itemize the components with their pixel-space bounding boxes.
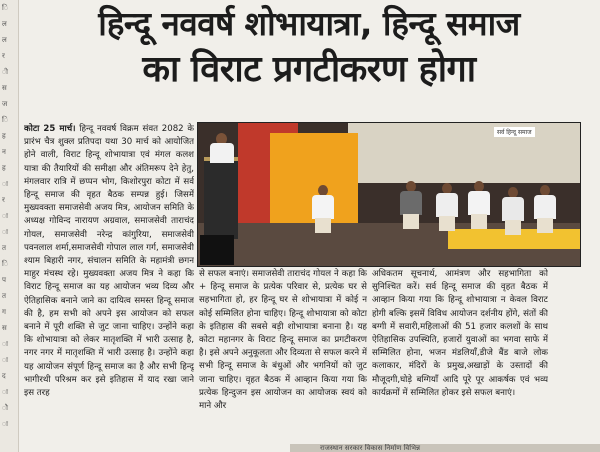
seated-person xyxy=(500,187,526,235)
strip-fragment: ह xyxy=(2,132,6,140)
loudspeaker xyxy=(200,235,234,265)
strip-fragment: ि xyxy=(2,260,8,268)
strip-fragment: ा xyxy=(2,388,8,396)
strip-fragment: ौ xyxy=(2,404,8,412)
adjacent-column-strip xyxy=(0,0,19,452)
article-column-2 xyxy=(199,268,367,449)
strip-fragment: त xyxy=(2,292,6,300)
strip-fragment: ा xyxy=(2,228,8,236)
article-text-col3: अधिकतम सूचनार्थ, आमंत्रण और सहभागिता को सुनिश्चित करें। सर्व हिन्दू समाज की वृहत बैठक में आव्हान किया गया कि हिन्दू शोभायात्रा न केवल विराट होगी बल्कि इसमें विविध आयोजन दर्शनीय होंगे, संतों की बग्गी में सवारी,महिलाओं की 51 हजार कलशों के साथ ऐतिहासिक उपस्थिति, हजारों युवाओं का भगवा साफे में सम्मिलित होना, भजन मंडलियाँ,डीजे बैंड बाजे लोक कलाकार, मंदिरों के प्रमुख,अखाड़ों के उस्तादों की मौजूदगी,घोड़े बग्गियाँ आदि पूरे पूर आकर्षक एवं भव्य कार्यक्रमों में सम्मिलित होकर इसे सफल बनाएं। xyxy=(372,269,548,398)
strip-fragment: र xyxy=(2,196,5,204)
speaker-body xyxy=(210,143,234,163)
seated-person xyxy=(310,185,336,233)
strip-fragment: स xyxy=(2,84,7,92)
banner-caption: सर्व हिन्दू समाज xyxy=(494,127,535,137)
strip-fragment: ा xyxy=(2,340,8,348)
strip-fragment: त xyxy=(2,244,6,252)
seated-person xyxy=(398,181,424,229)
article-text-col1: हिन्दू नववर्ष विक्रम संवत 2082 के प्रारंभ चैत्र शुक्ल प्रतिपदा यथा 30 मार्च को आयोजित होने वाली, विराट हिन्दू शोभायात्रा एवं मंगल कलश यात्रा की तैयारियों की समीक्षा और अंतिमरूप देने हेतु, मंगलवार रात्रि में छप्पन भोग, किशोरपुरा कोटा में सर्व हिन्दू समाज की वृहत बैठक सम्पन्न हुई। जिसमें मुख्यवक्ता समाजसेवी अजय मित्र, आयोजन समिति के अध्यक्ष गोविन्द नारायण अग्रवाल, समाजसेवी ताराचंद गोयल, समाजसेवी नरेन्द्र कांगुरिया, समाजसेवी पवनलाल शर्मा,समाजसेवी गोपाल लाल गर्ग, समाजसेवी श्याम बिहारी नगर, संचालन समिति के महामंत्री छगन माहुर मंचस्थ रहे। मुख्यवक्ता अजय मित्र ने कहा कि विराट हिन्दू समाज का यह आयोजन भव्य दिव्य और ऐतिहासिक बनाने जाने का दायित्व समस्त हिन्दू समाज की है, हम सभी को अपने इस आयोजन को सफल बनाने में पूरी शक्ति से जुट जाना चाहिए। उन्होंने कहा कि शोभायात्रा को लेकर मातृशक्ति में भारी उत्साह है, नगर नगर में मातृशक्ति में भारी उत्साह है। उन्होंने कहा यह आयोजन संपूर्ण हिन्दू समाज का है और सभी हिन्दू भागीरथी परिश्रम कर इसे इतिहास में याद रखा जाने इस तरह xyxy=(24,124,194,399)
strip-fragment: स xyxy=(2,324,7,332)
dateline: कोटा 25 मार्च। xyxy=(24,124,76,134)
article-column-3 xyxy=(372,268,548,449)
podium xyxy=(204,157,238,239)
strip-fragment: ल xyxy=(2,20,7,28)
strip-fragment: र xyxy=(2,52,5,60)
strip-fragment: ा xyxy=(2,420,8,428)
seated-person xyxy=(532,185,558,233)
strip-fragment: ज xyxy=(2,100,8,108)
seated-person xyxy=(466,181,492,229)
strip-fragment: ा xyxy=(2,212,8,220)
headline xyxy=(22,2,596,94)
strip-fragment: ा xyxy=(2,356,8,364)
strip-fragment: ि xyxy=(2,116,8,124)
strip-fragment: न xyxy=(2,148,6,156)
seated-person xyxy=(434,183,460,231)
strip-fragment: ा xyxy=(2,180,8,188)
strip-fragment: द xyxy=(2,372,6,380)
strip-fragment: प xyxy=(2,276,6,284)
strip-fragment: ग xyxy=(2,308,6,316)
article-column-1 xyxy=(24,123,194,449)
strip-fragment: ी xyxy=(2,68,8,76)
article-text-col2: से सफल बनाएं। समाजसेवी ताराचंद गोयल ने कहा कि + हिन्दू समाज के प्रत्येक परिवार से, प्रत्येक घर से सहभागिता हो, हर हिन्दू घर से शोभायात्रा में कोई न कोई सम्मिलित होना चाहिए। हिन्दू शोभायात्रा को कोटा के इतिहास की सबसे बड़ी शोभायात्रा बनाना है। यह कोटा महानगर के विराट हिन्दू समाज का प्रगटीकरण है। इसे अपने अनुकूलता और दिव्यता से सफल करने में सभी हिन्दू समाज के बंधुओं और भगनियों को जुट जाना चाहिए। वृहत बैठक में आव्हान किया गया कि प्रत्येक हिन्दुजन इस आयोजन का आयोजक स्वयं को माने और xyxy=(199,269,367,412)
headline-line-2: का विराट प्रगटीकरण होगा xyxy=(142,49,476,90)
strip-fragment: ह xyxy=(2,164,6,172)
next-article-strip: राजस्थान सरकार विकास निर्माण विभिन्न xyxy=(290,444,600,452)
strip-fragment: ि xyxy=(2,4,8,12)
stage-backdrop xyxy=(348,123,580,183)
event-photo xyxy=(197,122,581,267)
strip-fragment: ल xyxy=(2,36,7,44)
headline-line-1: हिन्दू नववर्ष शोभायात्रा, हिन्दू समाज xyxy=(98,4,520,43)
